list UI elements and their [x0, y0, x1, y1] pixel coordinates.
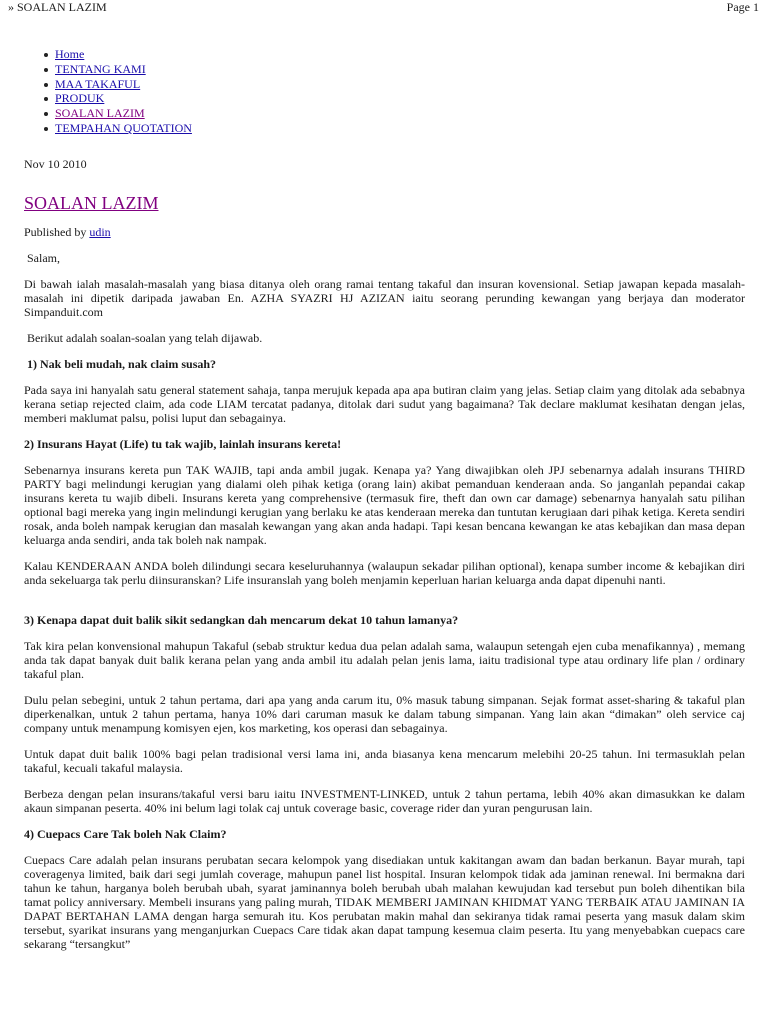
question-3: 3) Kenapa dapat duit balik sikit sedangkan dah mencarum dekat 10 tahun lamanya?	[24, 612, 459, 627]
answer-3-paragraph-3: Untuk dapat duit balik 100% bagi pelan tradisional versi lama ini, anda biasanya kena mencarum melebihi 20-25 tahun. Ini termasuklah pelan takaful, kecuali takaful malaysia.	[24, 746, 745, 775]
greeting	[24, 251, 745, 265]
nav-item-tentang-kami	[55, 62, 745, 77]
lead-paragraph	[24, 331, 745, 345]
nav-item-maa-takaful	[55, 77, 745, 92]
nav-link-tempahan-quotation[interactable]: TEMPAHAN QUOTATION	[55, 120, 192, 135]
byline-prefix: Published by	[24, 224, 87, 239]
byline	[24, 225, 745, 239]
question-1	[24, 357, 745, 371]
answer-4: Cuepacs Care adalah pelan insurans perubatan secara kelompok yang disediakan untuk kakitangan awam dan badan berkanun. Bayar murah, tapi coveragenya limited, baik dari segi jumlah coverage, mahupun panel list hospital. Insuran kelompok tidak ada jaminan renewal. Ini bermakna dari tahun ke tahun, harganya boleh berubah ubah, syarat jaminannya boleh berubah ubah malahan kewujudan kad tersebut pun boleh dihentikan bila tamat policy anniversary. Membeli insurans yang paling murah, TIDAK MEMBERI JAMINAN KHIDMAT YANG TERBAIK ATAU JAMINAN IA DAPAT BERTAHAN LAMA dengan harga semurah itu. Kos perubatan makin mahal dan sekiranya tidak ramai peserta yang masuk dalam skim tersebut, syarikat insurans yang menganjurkan Cuepacs Care tidak akan dapat tampung kesemua claim peserta. Itu yang menyebabkan cuepacs care sekarang “tersangkut”	[24, 852, 745, 951]
page-content	[24, 47, 745, 963]
nav-link-tentang-kami[interactable]: TENTANG KAMI	[55, 61, 146, 76]
question-1-text: 1) Nak beli mudah, nak claim susah?	[27, 356, 217, 371]
question-2: 2) Insurans Hayat (Life) tu tak wajib, lainlah insurans kereta!	[24, 436, 342, 451]
nav-link-produk[interactable]: PRODUK	[55, 91, 105, 106]
nav-menu	[24, 47, 745, 136]
post-title[interactable]: SOALAN LAZIM	[24, 192, 159, 213]
answer-2-paragraph-1: Sebenarnya insurans kereta pun TAK WAJIB, tapi anda ambil jugak. Kenapa ya? Yang diwajibkan oleh JPJ sebenarnya adalah insurans THIRD PARTY bagi melindungi kerugian yang dialami oleh pihak ketiga (orang lain) akibat pemanduan kenderaan anda. So janganlah pepandai cakap insurans kereta tu wajib dibeli. Insurans kereta yang comprehensive (termasuk fire, theft dan own car damage) sebenarnya hanyalah satu pilihan optional bagi mereka yang ingin melindungi kerugian yang berlaku ke atas kenderaan mereka dan tuntutan kerugiaan dari pihak ketiga. Kereta sendiri rosak, anda boleh nampak kerugian dan masalah kewangan yang akan anda hadapi. Tapi kesan bencana kewangan ke atas kebajikan dan masa depan keluarga anda sendiri, anda tak boleh nak nampak.	[24, 462, 745, 547]
post-date: Nov 10 2010	[24, 156, 87, 171]
answer-3-paragraph-4: Berbeza dengan pelan insurans/takaful versi baru iaitu INVESTMENT-LINKED, untuk 2 tahun pertama, lebih 40% akan dimasukkan ke dalam akaun simpanan peserta. 40% ini belum lagi tolak caj untuk coverage basic, coverage rider dan yuran pengurusan lain.	[24, 786, 745, 815]
page-number: Page 1	[726, 0, 759, 14]
author-link[interactable]: udin	[89, 224, 111, 239]
nav-item-home	[55, 47, 745, 62]
nav-link-maa-takaful[interactable]: MAA TAKAFUL	[55, 76, 141, 91]
answer-3-paragraph-1: Tak kira pelan konvensional mahupun Takaful (sebab struktur kedua dua pelan adalah sama, walaupun setengah ejen cuba menafikannya) , memang anda tak dapat banyak duit balik kerana pelan yang anda ambil itu adalah pelan jenis lama, iaitu tradisional type atau ordinary life plan / ordinary takaful plan.	[24, 638, 745, 681]
intro-paragraph: Di bawah ialah masalah-masalah yang biasa ditanya oleh orang ramai tentang takaful dan insuran kovensional. Setiap jawapan kepada masalah-masalah ini dipetik daripada jawaban En. AZHA SYAZRI HJ AZIZAN iaitu seorang perunding kewangan yang berjaya dan moderator Simpanduit.com	[24, 276, 745, 319]
greeting-text: Salam,	[27, 250, 60, 265]
answer-3-paragraph-2: Dulu pelan sebegini, untuk 2 tahun pertama, dari apa yang anda carum itu, 0% masuk tabung simpanan. Sejak format asset-sharing & takaful plan diperkenalkan, untuk 2 tahun pertama, hanya 10% dari caruman masuk ke dalam tabung simpanan. Yang lain akan “dimakan” oleh service caj company untuk menampung komisyen ejen, kos marketing, kos operasi dan sebagainya.	[24, 692, 745, 735]
nav-item-soalan-lazim	[55, 106, 745, 121]
answer-2-paragraph-2: Kalau KENDERAAN ANDA boleh dilindungi secara keseluruhannya (walaupun sekadar pilihan optional), kenapa sumber income & kebajikan diri anda sekeluarga tak perlu diinsuranskan? Life insuranslah yang boleh menjamin keperluan harian keluarga anda dapat dipenuhi nanti.	[24, 558, 745, 587]
nav-link-soalan-lazim[interactable]: SOALAN LAZIM	[55, 106, 145, 121]
nav-item-produk	[55, 91, 745, 106]
lead-text: Berikut adalah soalan-soalan yang telah dijawab.	[27, 330, 263, 345]
nav-item-tempahan-quotation	[55, 121, 745, 136]
page-header-title: » SOALAN LAZIM	[8, 0, 107, 14]
answer-1: Pada saya ini hanyalah satu general statement sahaja, tanpa merujuk kepada apa apa butiran claim yang jelas. Setiap claim yang ditolak ada sebabnya kerana setiap rejected claim, ada code LIAM tercatat padanya, ditolak dari sudut yang bagaimana? Tak declare maklumat kesihatan dengan jelas, memberi maklumat palsu, polisi luput dan sebagainya.	[24, 382, 745, 425]
question-4: 4) Cuepacs Care Tak boleh Nak Claim?	[24, 826, 227, 841]
nav-link-home[interactable]: Home	[55, 47, 85, 61]
